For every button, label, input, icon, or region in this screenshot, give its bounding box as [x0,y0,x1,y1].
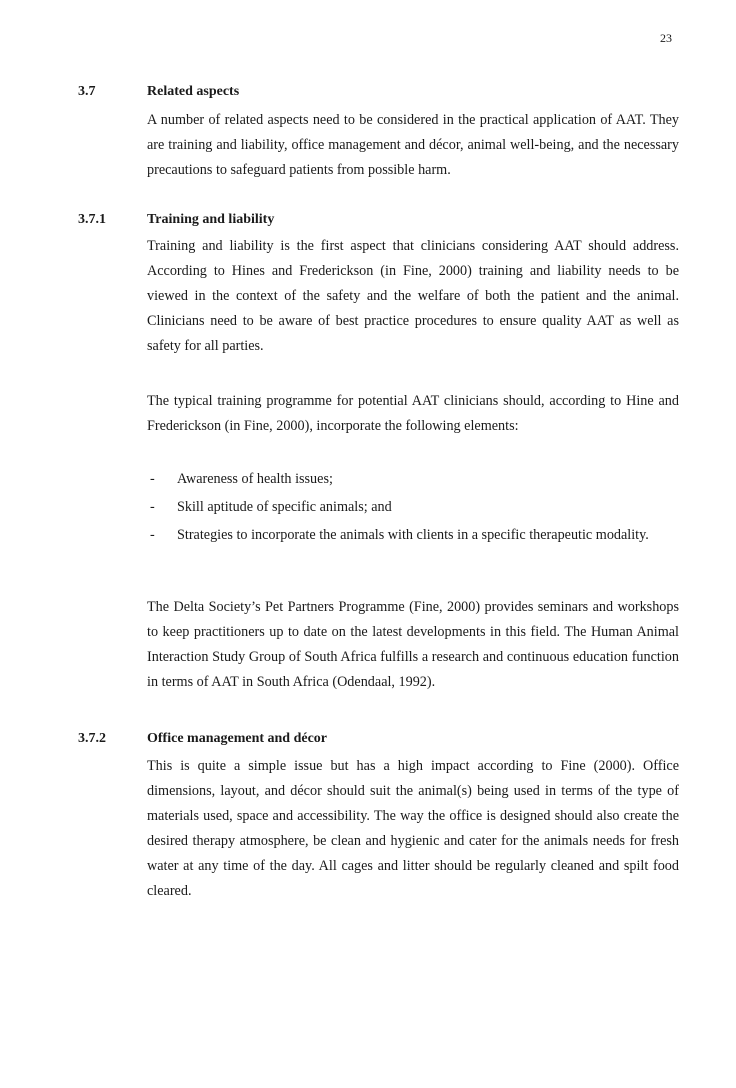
section-number-3-7-1: 3.7.1 [78,212,106,227]
list-item [147,467,679,492]
list-item-text: Skill aptitude of specific animals; and [177,499,392,515]
section-number-3-7: 3.7 [78,84,96,99]
list-item-text: Awareness of health issues; [177,471,333,487]
list-item [147,523,679,548]
list-item-text: Strategies to incorporate the animals with clients in a specific therapeutic modality. [177,527,649,543]
paragraph-office-decor: This is quite a simple issue but has a high impact according to Fine (2000). Office dimensions, layout, and décor should suit the animal(s) being used in terms of the type of materials used, space and accessibility. The way the office is designed should also create the desired therapy atmosphere, be clean and hygienic and cater for the animals needs for fresh water at any time of the day. All cages and litter should be regularly cleaned and spilt food cleared. [147,758,679,899]
section-heading-training-liability: Training and liability [147,212,275,227]
section-heading-office-decor: Office management and décor [147,731,328,746]
page-number: 23 [660,31,672,45]
bullet-dash: - [150,527,155,543]
paragraph-training-liability-3: The Delta Society’s Pet Partners Programme (Fine, 2000) provides seminars and workshops to keep practitioners up to date on the latest developments in this field. The Human Animal Interaction Study Group of South Africa fulfills a research and continuous education function in terms of AAT in South Africa (Odendaal, 1992). [147,599,679,690]
list-item [147,495,679,520]
bullet-dash: - [150,499,155,515]
paragraph-training-liability-2: The typical training programme for potential AAT clinicians should, according to Hine and Frederickson (in Fine, 2000), incorporate the following elements: [147,393,679,434]
paragraph-related-aspects: A number of related aspects need to be considered in the practical application of AAT. They are training and liability, office management and décor, animal well-being, and the necessary precautions to safeguard patients from possible harm. [147,112,679,178]
paragraph-training-liability-1: Training and liability is the first aspect that clinicians considering AAT should address. According to Hines and Frederickson (in Fine, 2000) training and liability needs to be viewed in the context of the safety and the welfare of both the patient and the animal. Clinicians need to be aware of best practice procedures to ensure quality AAT as well as safety for all parties. [147,238,679,354]
bullet-dash: - [150,471,155,487]
training-elements-list [147,467,679,551]
section-heading-related-aspects: Related aspects [147,84,240,99]
section-number-3-7-2: 3.7.2 [78,731,106,746]
